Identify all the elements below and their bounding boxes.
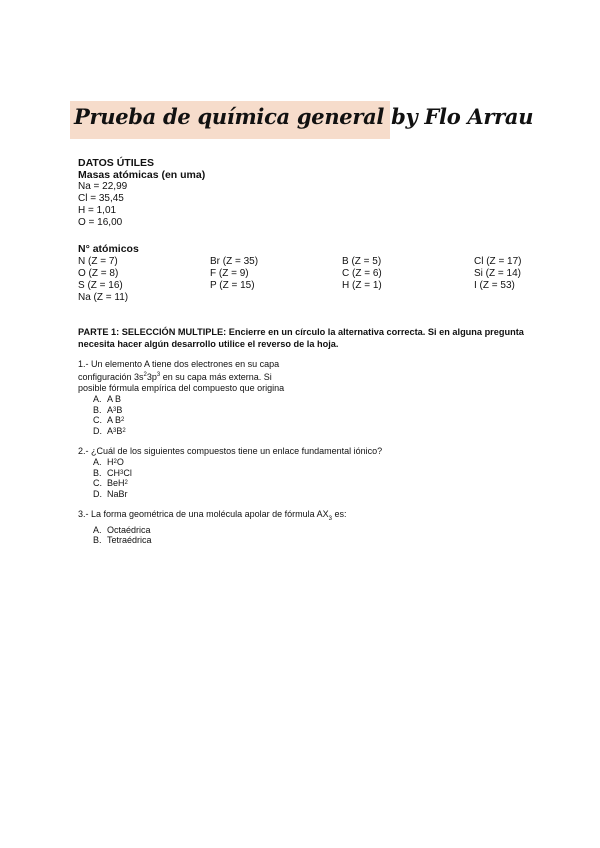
option-letter: A. — [93, 457, 102, 467]
option-letter: B. — [93, 467, 102, 478]
q1-line2-post: en su capa más externa. Si — [160, 372, 272, 382]
option-text: A — [107, 425, 114, 436]
q1-option-d[interactable] — [93, 426, 528, 437]
grid-cell: B (Z = 5) — [342, 256, 382, 267]
option-text: A B — [107, 415, 122, 425]
grid-cell — [474, 292, 548, 304]
grid-cell: C (Z = 6) — [342, 268, 382, 279]
q1-option-b[interactable] — [93, 405, 528, 416]
page-title: Prueba de química general by Flo Arrau — [74, 104, 534, 129]
q2-text: 2.- ¿Cuál de los siguientes compuestos tiene un enlace fundamental iónico? — [78, 446, 383, 456]
option-text: H — [107, 457, 114, 467]
option-letter: D. — [93, 488, 102, 499]
q3-option-b[interactable] — [93, 535, 528, 546]
q3-text — [78, 509, 528, 525]
option-post: O — [116, 457, 124, 467]
q2-option-d[interactable] — [93, 489, 528, 500]
atomicos-heading: N° atómicos — [78, 243, 139, 255]
q3-option-a[interactable] — [93, 525, 528, 536]
option-letter: A. — [93, 524, 102, 535]
option-sub: 2 — [113, 459, 117, 465]
option-post: B — [116, 404, 123, 415]
option-sub: 2 — [124, 480, 128, 486]
option-letter: D. — [93, 425, 102, 436]
q1-sup2: 3 — [156, 372, 161, 378]
grid-cell — [210, 292, 342, 304]
grid-cell — [342, 292, 474, 304]
option-text: CH — [107, 467, 120, 478]
masa-h: H = 1,01 — [78, 205, 117, 216]
option-text: NaBr — [107, 488, 128, 499]
option-letter: B. — [93, 535, 102, 546]
parte1-text: Encierre en un círculo la alternativa correcta. Si en alguna pregunta necesita hacer algún desarrollo utilice el reverso de la hoja. — [78, 327, 524, 349]
q3-text-pre: 3.- La forma geométrica de una molécula apolar de fórmula AX — [78, 509, 329, 519]
grid-cell: S (Z = 16) — [78, 280, 123, 291]
q1-sup1: 2 — [143, 372, 147, 378]
masa-na: Na = 22,99 — [78, 181, 128, 192]
option-text: Tetraédrica — [107, 535, 152, 546]
option-letter: B. — [93, 404, 102, 415]
q1-line2-pre: configuración 3s — [78, 372, 144, 382]
grid-cell: Si (Z = 14) — [474, 268, 521, 279]
question-2 — [78, 446, 528, 499]
masas-heading: Masas atómicas (en uma) — [78, 169, 206, 181]
q3-options — [93, 525, 528, 546]
q1-line2 — [78, 370, 528, 383]
q1-option-a[interactable] — [93, 394, 528, 405]
grid-row — [78, 268, 548, 280]
masa-cl: Cl = 35,45 — [78, 193, 124, 204]
grid-cell: F (Z = 9) — [210, 268, 249, 279]
q3-text-post: es: — [331, 509, 347, 519]
q2-options — [93, 457, 528, 499]
q3-text-sub: 3 — [328, 515, 332, 522]
q1-line1: 1.- Un elemento A tiene dos electrones en su capa — [78, 359, 280, 369]
atomic-numbers-grid — [78, 256, 548, 304]
grid-row — [78, 280, 548, 292]
q2-option-a[interactable] — [93, 457, 528, 468]
option-letter: C. — [93, 415, 102, 425]
option-sub: 2 — [121, 417, 125, 423]
option-sub: 3 — [120, 469, 124, 476]
q1-options — [93, 394, 528, 436]
option-text: Octaédrica — [107, 524, 151, 535]
parte1-label: PARTE 1: SELECCIÓN MULTIPLE: — [78, 327, 227, 337]
question-3 — [78, 509, 528, 546]
q2-option-c[interactable] — [93, 478, 528, 489]
option-text: A — [107, 404, 114, 415]
option-sub: 3 — [113, 406, 117, 413]
q2-option-b[interactable] — [93, 468, 528, 479]
grid-row — [78, 292, 548, 304]
option-post: B — [116, 425, 123, 436]
grid-cell: O (Z = 8) — [78, 268, 119, 279]
question-1 — [78, 359, 528, 436]
grid-cell: Cl (Z = 17) — [474, 256, 522, 267]
grid-cell: Br (Z = 35) — [210, 256, 259, 267]
parte1-instructions — [78, 326, 538, 350]
grid-row — [78, 256, 548, 268]
grid-cell: Na (Z = 11) — [78, 292, 129, 303]
option-post: Cl — [123, 467, 132, 478]
option-letter: C. — [93, 478, 102, 488]
q1-line3: posible fórmula empírica del compuesto que origina — [78, 383, 285, 393]
q1-line2-mid: 3p — [146, 372, 157, 382]
datos-heading: DATOS ÚTILES — [78, 157, 155, 169]
datos-block — [78, 157, 205, 229]
q1-option-c[interactable] — [93, 415, 528, 426]
grid-cell: P (Z = 15) — [210, 280, 255, 291]
option-letter: A. — [93, 394, 102, 404]
grid-cell: N (Z = 7) — [78, 256, 118, 267]
masa-o: O = 16,00 — [78, 217, 123, 228]
option-sub: 2 — [122, 427, 126, 434]
grid-cell: H (Z = 1) — [342, 280, 382, 291]
option-text: A B — [107, 394, 122, 404]
option-sub: 3 — [113, 427, 117, 434]
option-text: BeH — [107, 478, 125, 488]
grid-cell: I (Z = 53) — [474, 280, 515, 291]
